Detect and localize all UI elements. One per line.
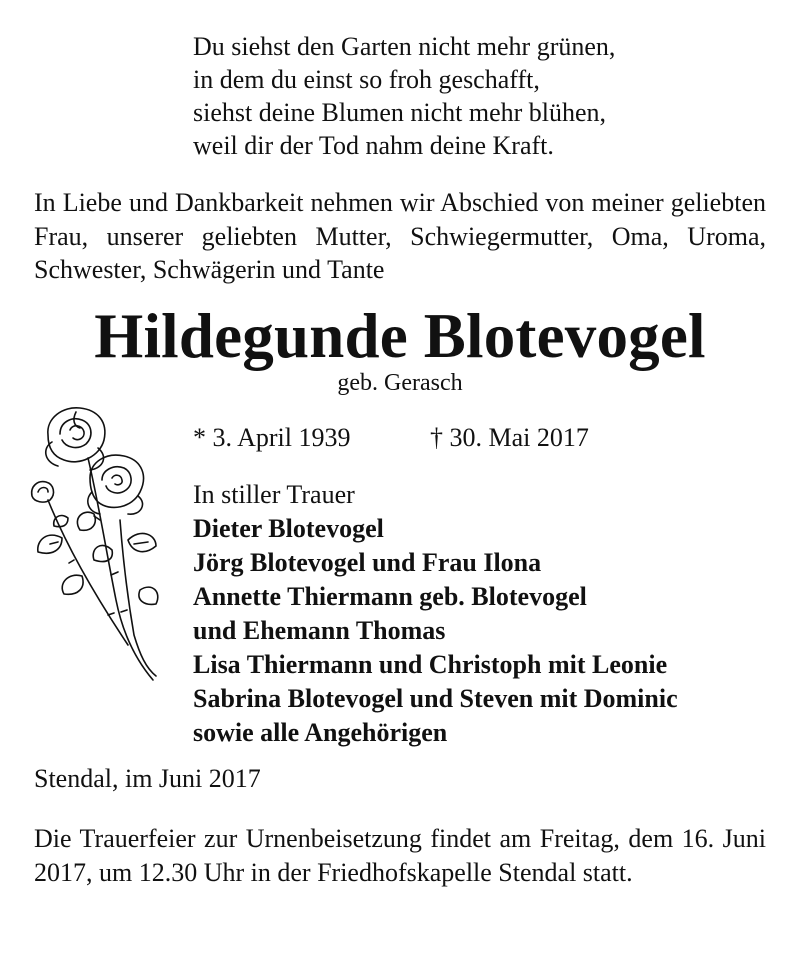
rose-icon <box>28 400 163 685</box>
maiden-name: geb. Gerasch <box>337 370 463 396</box>
mourner-name: Jörg Blotevogel und Frau Ilona <box>193 548 542 577</box>
mourner-name: Sabrina Blotevogel und Steven mit Dominic <box>193 684 678 713</box>
poem <box>193 30 615 162</box>
mourner-name: und Ehemann Thomas <box>193 616 446 645</box>
place-and-date: Stendal, im Juni 2017 <box>34 764 261 793</box>
mourners-list <box>193 478 678 750</box>
poem-line: weil dir der Tod nahm deine Kraft. <box>193 131 554 160</box>
death-date: † 30. Mai 2017 <box>430 423 589 452</box>
funeral-notice: Die Trauerfeier zur Urnenbeisetzung findet am Freitag, dem 16. Juni 2017, um 12.30 Uhr in der Friedhofskapelle Stendal statt. <box>34 824 766 887</box>
mourners-heading: In stiller Trauer <box>193 480 355 509</box>
poem-line: in dem du einst so froh geschafft, <box>193 65 540 94</box>
mourner-name: Dieter Blotevogel <box>193 514 384 543</box>
intro-text: In Liebe und Dankbarkeit nehmen wir Abschied von meiner geliebten Frau, unserer geliebten Mutter, Schwiegermutter, Oma, Uroma, Schwester, Schwägerin und Tante <box>34 188 766 284</box>
birth-date: * 3. April 1939 <box>193 423 351 452</box>
deceased-name: Hildegunde Blotevogel <box>94 301 706 371</box>
mourner-name: Lisa Thiermann und Christoph mit Leonie <box>193 650 668 679</box>
poem-line: Du siehst den Garten nicht mehr grünen, <box>193 32 616 61</box>
mourner-name: Annette Thiermann geb. Blotevogel <box>193 582 587 611</box>
mourner-name: sowie alle Angehörigen <box>193 718 448 747</box>
life-dates <box>193 422 589 454</box>
poem-line: siehst deine Blumen nicht mehr blühen, <box>193 98 607 127</box>
